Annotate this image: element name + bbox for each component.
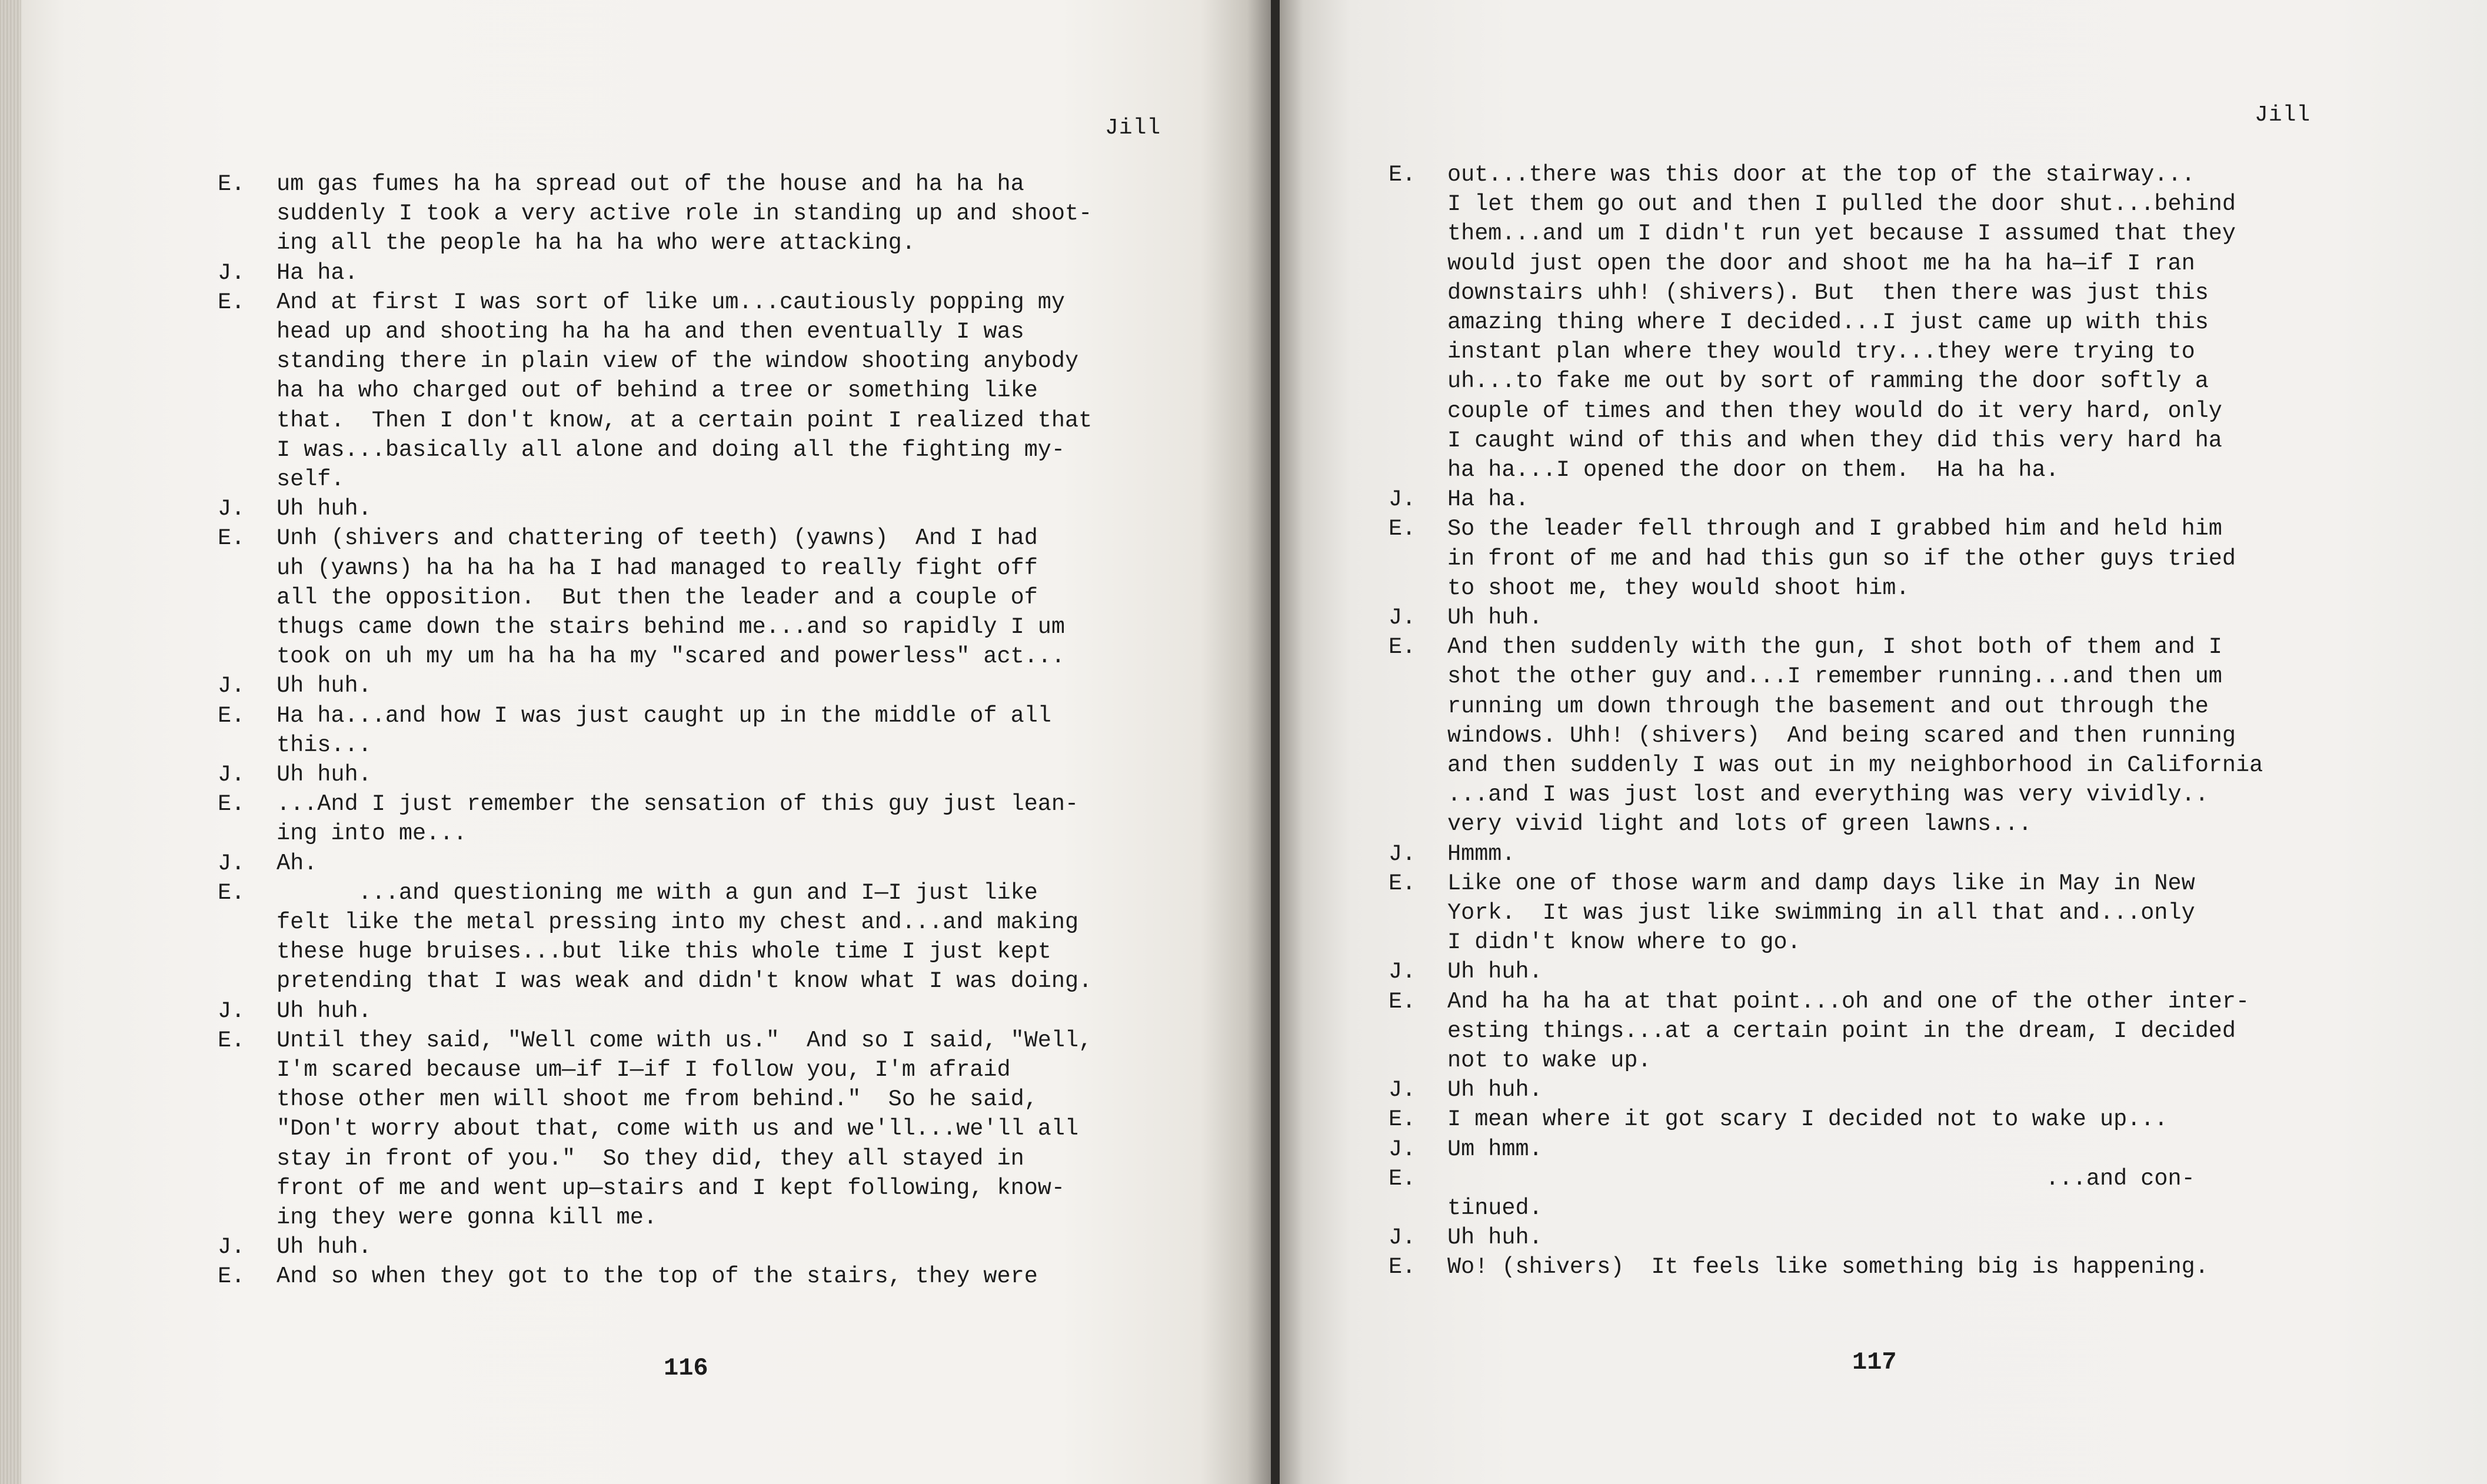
- line-text: Uh huh.: [1447, 959, 1543, 985]
- line-text: very vivid light and lots of green lawns...: [1447, 811, 2032, 838]
- line-text: that. Then I don't know, at a certain point I realized that: [277, 407, 1093, 433]
- line-text: self.: [277, 466, 345, 492]
- line-text: not to wake up.: [1447, 1048, 1652, 1073]
- line-text: to shoot me, they would shoot him.: [1447, 575, 1910, 601]
- speaker-label: J.: [218, 762, 245, 788]
- speaker-label: J.: [218, 673, 245, 699]
- line-text: front of me and went up—stairs and I kept following, know-: [277, 1175, 1066, 1201]
- speaker-label: J.: [218, 1234, 245, 1260]
- line-text: Uh huh.: [1447, 605, 1543, 631]
- line-text: ha ha...I opened the door on them. Ha ha ha.: [1447, 457, 2059, 483]
- line-text: Ah.: [277, 850, 318, 876]
- line-text: standing there in plain view of the window shooting anybody: [277, 348, 1079, 375]
- book-gutter: [1271, 0, 1280, 1484]
- line-text: took on uh my um ha ha ha my "scared and powerless" act...: [277, 643, 1066, 670]
- speaker-label: J.: [1389, 959, 1416, 985]
- line-text: ...and questioning me with a gun and I—I just like: [277, 879, 1038, 906]
- line-text: ing they were gonna kill me.: [277, 1205, 657, 1230]
- line-text: Until they said, "Well come with us." And so I said, "Well,: [277, 1027, 1093, 1053]
- speaker-label: E.: [218, 525, 245, 552]
- line-text: So the leader fell through and I grabbed him and held him: [1447, 516, 2222, 542]
- line-text: And then suddenly with the gun, I shot both of them and I: [1447, 634, 2222, 661]
- line-text: all the opposition. But then the leader and a couple of: [277, 584, 1038, 611]
- line-text: in front of me and had this gun so if the other guys tried: [1447, 545, 2236, 572]
- line-text: uh...to fake me out by sort of ramming the door softly a: [1447, 368, 2209, 395]
- speaker-label: J.: [1389, 1225, 1416, 1251]
- speaker-label: E.: [1389, 1106, 1416, 1133]
- line-text: would just open the door and shoot me ha ha ha—if I ran: [1447, 250, 2195, 276]
- line-text: thugs came down the stairs behind me...and so rapidly I um: [277, 614, 1066, 640]
- line-text: felt like the metal pressing into my chest and...and making: [277, 909, 1079, 935]
- running-head: Jill: [1105, 115, 1161, 141]
- speaker-label: J.: [1389, 841, 1416, 867]
- line-text: Unh (shivers and chattering of teeth) (yawns) And I had: [277, 525, 1038, 552]
- line-text: ...And I just remember the sensation of this guy just lean-: [277, 791, 1079, 818]
- line-text: head up and shooting ha ha ha and then eventually I was: [277, 319, 1024, 345]
- page-number: 117: [1852, 1348, 1897, 1376]
- line-text: Like one of those warm and damp days like in May in New: [1447, 870, 2195, 896]
- speaker-label: E.: [1389, 516, 1416, 542]
- page-number: 116: [664, 1354, 708, 1382]
- line-text: Uh huh.: [1447, 1077, 1543, 1103]
- line-text: them...and um I didn't run yet because I assumed that they: [1447, 221, 2236, 247]
- line-text: I'm scared because um—if I—if I follow you, I'm afraid: [277, 1057, 1011, 1083]
- speaker-label: E.: [218, 879, 245, 906]
- line-text: Uh huh.: [277, 1234, 372, 1260]
- line-text: Uh huh.: [277, 673, 372, 699]
- line-text: Uh huh.: [277, 998, 372, 1024]
- speaker-label: E.: [218, 1027, 245, 1053]
- page-edge-stack: [0, 0, 21, 1484]
- line-text: Uh huh.: [277, 496, 372, 522]
- speaker-label: J.: [1389, 1077, 1416, 1103]
- speaker-label: E.: [1389, 162, 1416, 188]
- line-text: instant plan where they would try...they were trying to: [1447, 339, 2195, 365]
- line-text: suddenly I took a very active role in standing up and shoot-: [277, 201, 1093, 227]
- line-text: shot the other guy and...I remember running...and then um: [1447, 663, 2222, 690]
- line-text: stay in front of you." So they did, they all stayed in: [277, 1145, 1024, 1172]
- line-text: running um down through the basement and out through the: [1447, 693, 2209, 719]
- line-text: Uh huh.: [277, 762, 372, 788]
- line-text: esting things...at a certain point in the dream, I decided: [1447, 1018, 2236, 1044]
- speaker-label: J.: [1389, 1136, 1416, 1162]
- line-text: Um hmm.: [1447, 1136, 1543, 1162]
- line-text: And so when they got to the top of the stairs, they were: [277, 1263, 1038, 1290]
- line-text: Hmmm.: [1447, 841, 1516, 867]
- speaker-label: E.: [1389, 870, 1416, 896]
- line-text: pretending that I was weak and didn't know what I was doing.: [277, 968, 1093, 995]
- speaker-label: E.: [218, 1263, 245, 1290]
- line-text: I mean where it got scary I decided not to wake up...: [1447, 1106, 2168, 1133]
- speaker-label: E.: [218, 171, 245, 197]
- line-text: ...and con-: [1447, 1165, 2195, 1192]
- line-text: "Don't worry about that, come with us and we'll...we'll all: [277, 1116, 1079, 1142]
- line-text: York. It was just like swimming in all that and...only: [1447, 900, 2195, 926]
- speaker-label: E.: [1389, 1165, 1416, 1192]
- line-text: downstairs uhh! (shivers). But then there was just this: [1447, 279, 2209, 306]
- line-text: these huge bruises...but like this whole time I just kept: [277, 939, 1051, 965]
- line-text: And at first I was sort of like um...cautiously popping my: [277, 289, 1066, 315]
- line-text: ha ha who charged out of behind a tree or something like: [277, 378, 1038, 404]
- line-text: um gas fumes ha ha spread out of the house and ha ha ha: [277, 171, 1024, 197]
- speaker-label: J.: [1389, 605, 1416, 631]
- line-text: this...: [277, 732, 372, 758]
- speaker-label: J.: [218, 259, 245, 286]
- speaker-label: J.: [218, 850, 245, 876]
- line-text: Uh huh.: [1447, 1225, 1543, 1251]
- speaker-label: E.: [218, 702, 245, 729]
- line-text: I was...basically all alone and doing all the fighting my-: [277, 436, 1066, 463]
- line-text: Ha ha.: [1447, 486, 1529, 513]
- line-text: amazing thing where I decided...I just came up with this: [1447, 309, 2209, 335]
- speaker-label: E.: [218, 289, 245, 315]
- right-page: [1280, 0, 2487, 1484]
- speaker-label: J.: [218, 998, 245, 1024]
- line-text: tinued.: [1447, 1195, 1543, 1221]
- line-text: I didn't know where to go.: [1447, 929, 1801, 956]
- line-text: Wo! (shivers) It feels like something big is happening.: [1447, 1254, 2209, 1280]
- speaker-label: E.: [1389, 1254, 1416, 1280]
- line-text: Ha ha...and how I was just caught up in the middle of all: [277, 702, 1051, 729]
- line-text: out...there was this door at the top of the stairway...: [1447, 162, 2195, 188]
- line-text: ing all the people ha ha ha who were attacking.: [277, 230, 915, 256]
- line-text: uh (yawns) ha ha ha ha I had managed to really fight off: [277, 555, 1038, 581]
- line-text: those other men will shoot me from behind." So he said,: [277, 1086, 1038, 1113]
- line-text: windows. Uhh! (shivers) And being scared and then running: [1447, 722, 2236, 749]
- speaker-label: J.: [218, 496, 245, 522]
- running-head: Jill: [2255, 102, 2311, 128]
- line-text: ...and I was just lost and everything was very vividly..: [1447, 782, 2209, 808]
- speaker-label: E.: [1389, 988, 1416, 1015]
- speaker-label: E.: [1389, 634, 1416, 661]
- speaker-label: J.: [1389, 486, 1416, 513]
- line-text: couple of times and then they would do it very hard, only: [1447, 398, 2222, 424]
- line-text: I let them go out and then I pulled the door shut...behind: [1447, 191, 2236, 218]
- line-text: and then suddenly I was out in my neighborhood in California: [1447, 752, 2263, 778]
- line-text: And ha ha ha at that point...oh and one of the other inter-: [1447, 988, 2250, 1015]
- line-text: Ha ha.: [277, 259, 358, 286]
- speaker-label: E.: [218, 791, 245, 818]
- line-text: ing into me...: [277, 821, 467, 847]
- line-text: I caught wind of this and when they did this very hard ha: [1447, 427, 2222, 453]
